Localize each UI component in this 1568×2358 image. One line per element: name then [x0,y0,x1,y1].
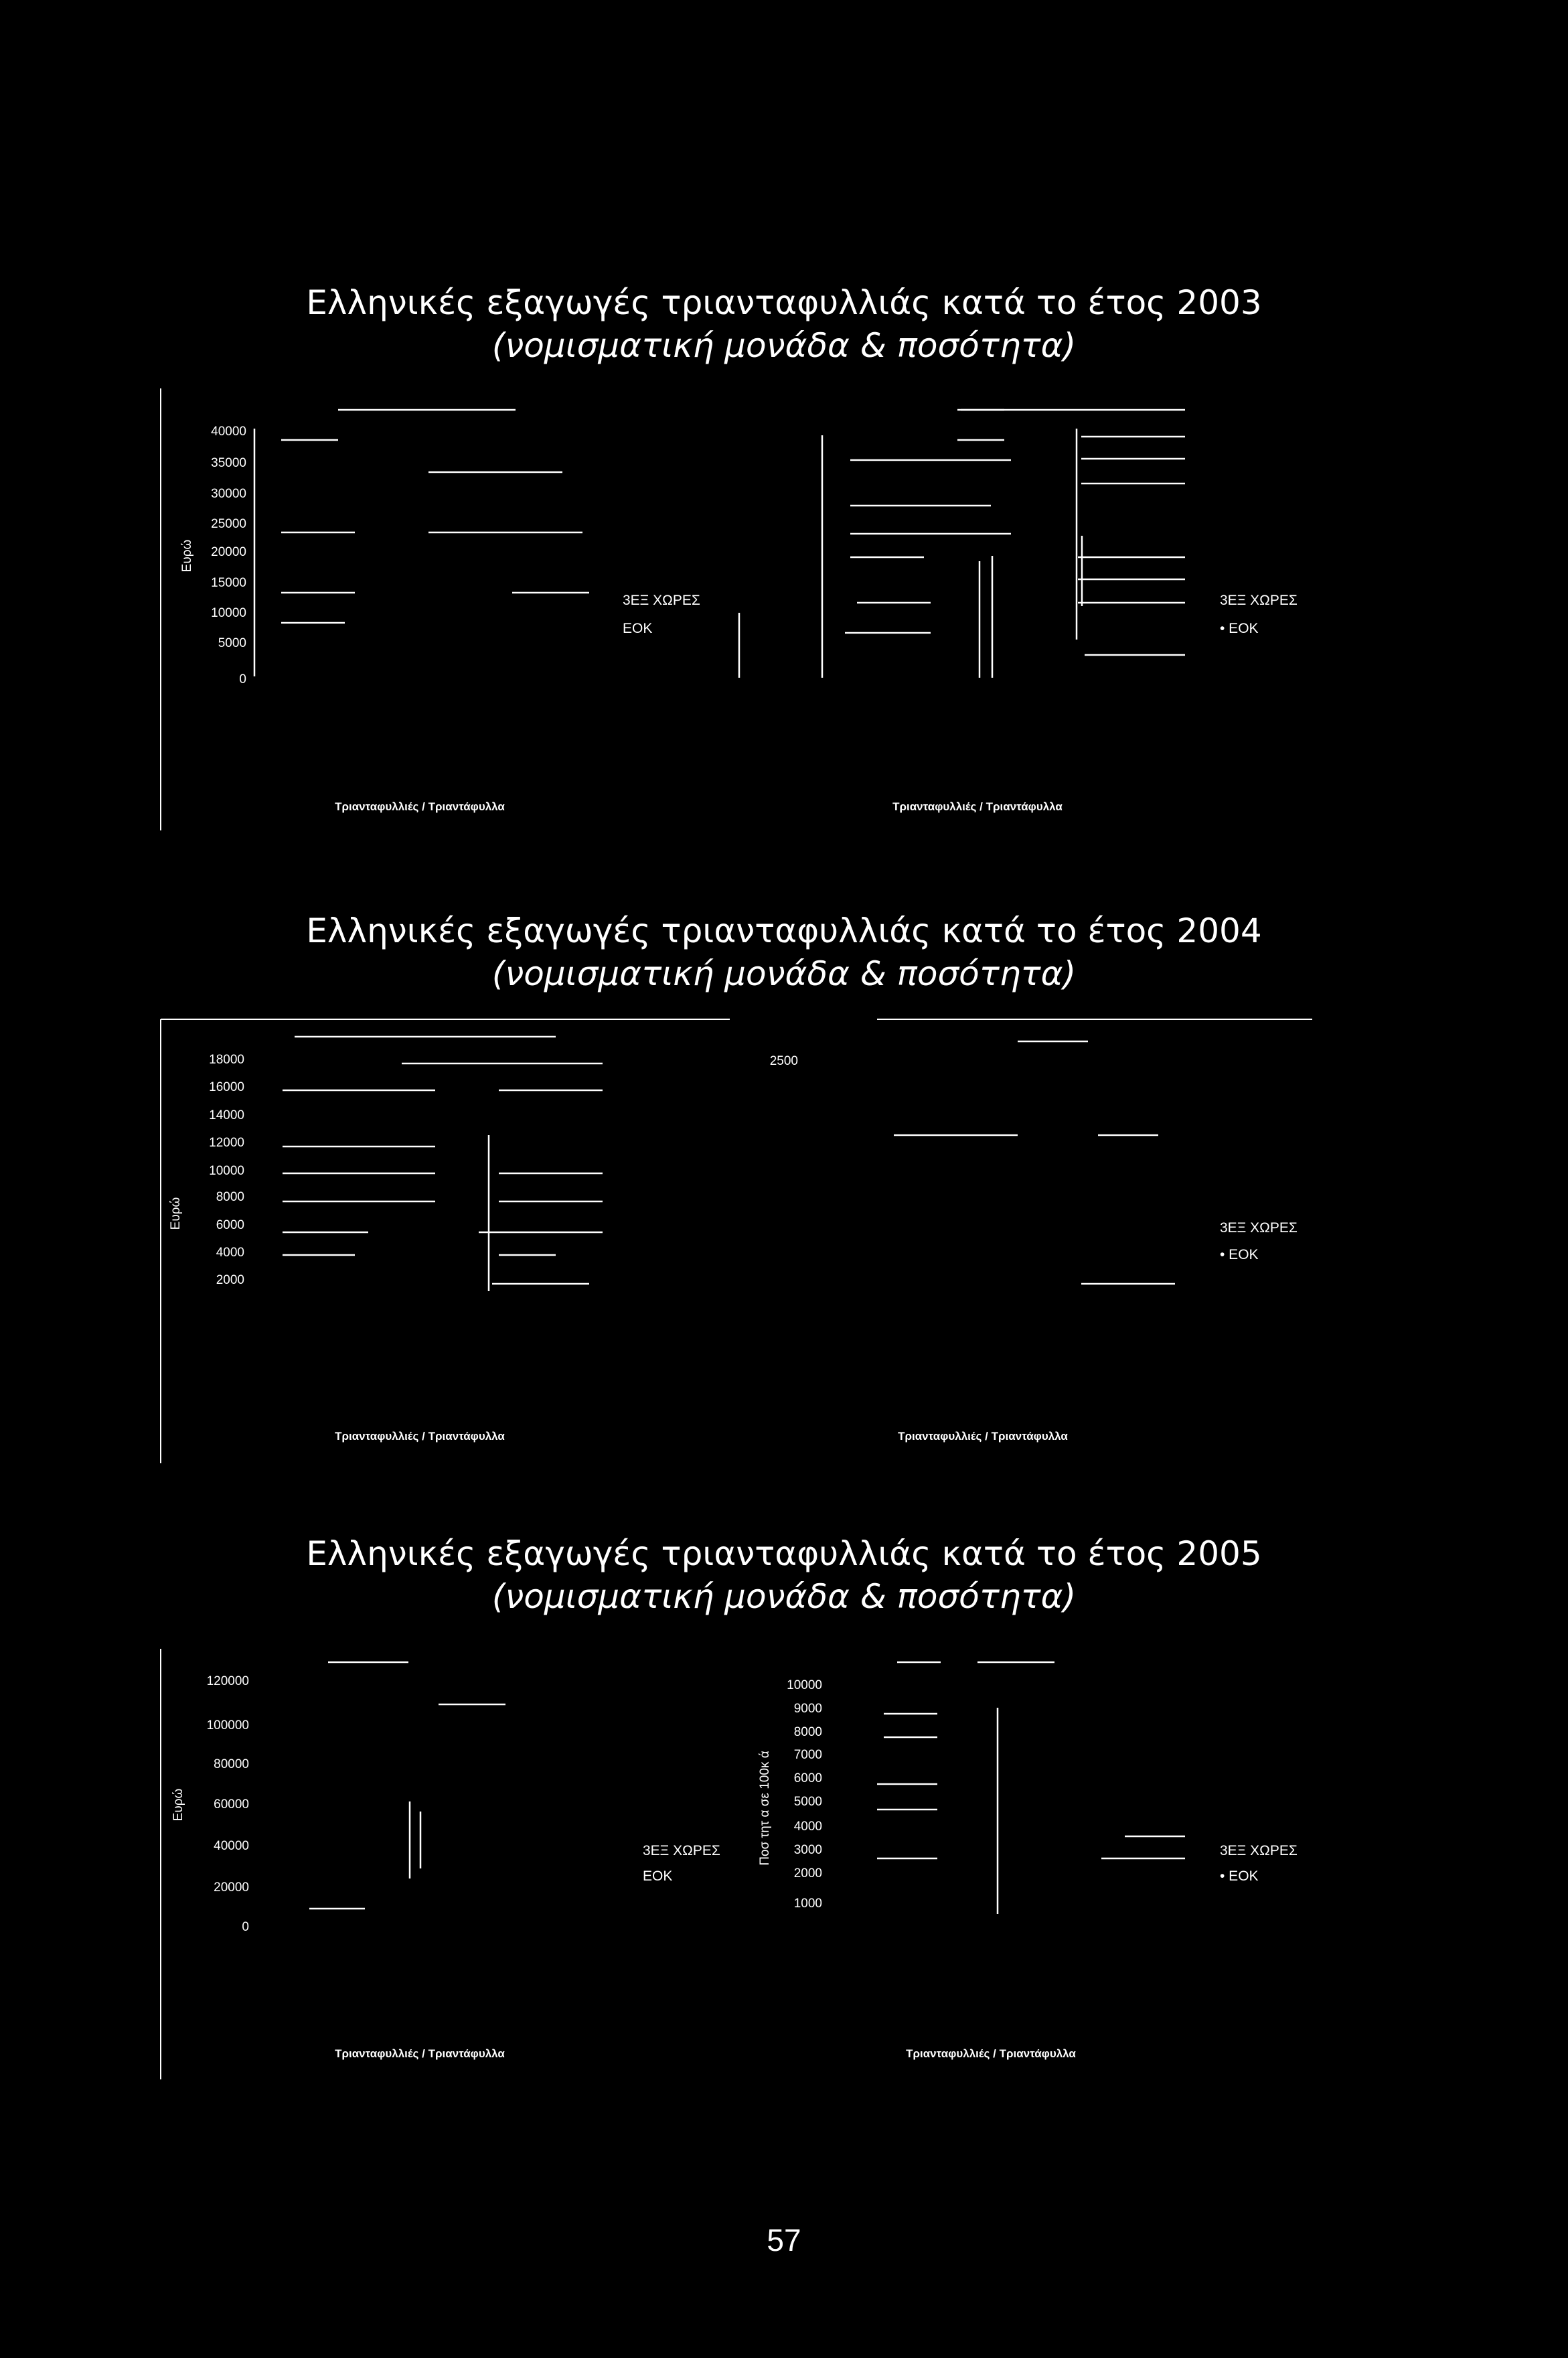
tick-label: 2500 [769,1054,798,1068]
tick-label: 10000 [211,606,246,620]
right-y-ticks [787,1678,822,1911]
page-number: 57 [767,2223,801,2258]
tick-label: 35000 [211,456,246,470]
bar-edges [410,1801,420,1878]
tick-label: 10000 [209,1164,244,1178]
tick-label: 80000 [214,1757,249,1771]
tick-label: 20000 [214,1881,249,1895]
chart-title-line1: Ελληνικές εξαγωγές τριανταφυλλιάς κατά το έτος 2005 [306,1534,1262,1573]
legend-item: 3ΕΞ ΧΩΡΕΣ [643,1843,720,1858]
tick-label: 14000 [209,1108,244,1122]
category-label: Τριανταφυλλιές / Τριαντάφυλλα [906,2047,1076,2060]
chart-subtitle: (νομισματική μονάδα & ποσότητα) [491,954,1077,993]
legend-item: ΕΟΚ [643,1868,673,1884]
tick-label: 20000 [211,545,246,559]
tick-label: 18000 [209,1053,244,1067]
legend-item: • ΕΟΚ [1220,1868,1259,1884]
category-label: Τριανταφυλλιές / Τριαντάφυλλα [335,1430,505,1443]
tick-label: 9000 [793,1702,822,1716]
tick-label: 8000 [793,1725,822,1739]
tick-label: 6000 [216,1218,244,1232]
tick-label: 4000 [216,1246,244,1260]
tick-label: 0 [242,1920,249,1934]
legend-item: • ΕΟΚ [1220,1247,1259,1262]
tick-label: 0 [239,672,246,686]
tick-label: 120000 [206,1674,249,1688]
tick-label: 16000 [209,1080,244,1094]
tick-label: 3000 [793,1843,822,1857]
tick-label: 60000 [214,1797,249,1812]
tick-label: 2000 [793,1866,822,1881]
tick-label: 5000 [793,1795,822,1809]
category-label: Τριανταφυλλιές / Τριαντάφυλλα [335,800,505,813]
y-axis-label: Ποσ τητ α σε 100κ ά [758,1751,772,1866]
tick-label: 4000 [793,1820,822,1834]
gridline-fragments [309,1662,505,1909]
legend-item: 3ΕΞ ΧΩΡΕΣ [1220,593,1298,608]
legend-item: 3ΕΞ ΧΩΡΕΣ [623,593,700,608]
tick-label: 40000 [214,1839,249,1853]
tick-label: 15000 [211,576,246,590]
chart-subtitle: (νομισματική μονάδα & ποσότητα) [491,326,1077,365]
category-label: Τριανταφυλλιές / Τριαντάφυλλα [335,2047,505,2060]
legend-item: • ΕΟΚ [1220,621,1259,636]
tick-label: 8000 [216,1190,244,1204]
tick-label: 2000 [216,1273,244,1287]
chart-subtitle: (νομισματική μονάδα & ποσότητα) [491,1577,1077,1616]
legend-item: 3ΕΞ ΧΩΡΕΣ [1220,1220,1298,1236]
tick-label: 25000 [211,517,246,531]
tick-label: 6000 [793,1771,822,1785]
legend-item: ΕΟΚ [623,621,653,636]
tick-label: 12000 [209,1136,244,1150]
chart-title-line1: Ελληνικές εξαγωγές τριανταφυλλιάς κατά το έτος 2004 [306,911,1262,950]
right-gridline-fragments [877,1662,1185,1858]
left-y-ticks [207,1674,249,1934]
tick-label: 30000 [211,487,246,501]
tick-label: 10000 [787,1678,822,1692]
y-axis-label: Ευρώ [180,539,194,573]
y-axis-label: Ευρώ [169,1197,183,1230]
tick-label: 40000 [211,425,246,439]
chart-title-line1: Ελληνικές εξαγωγές τριανταφυλλιάς κατά το έτος 2003 [306,283,1262,322]
legend-item: 3ΕΞ ΧΩΡΕΣ [1220,1843,1298,1858]
category-label: Τριανταφυλλιές / Τριαντάφυλλα [892,800,1063,813]
tick-label: 100000 [206,1718,249,1733]
tick-label: 7000 [793,1748,822,1762]
y-axis-label: Ευρώ [171,1788,185,1822]
tick-label: 5000 [218,636,246,650]
tick-label: 1000 [793,1897,822,1911]
category-label: Τριανταφυλλιές / Τριαντάφυλλα [898,1430,1068,1443]
